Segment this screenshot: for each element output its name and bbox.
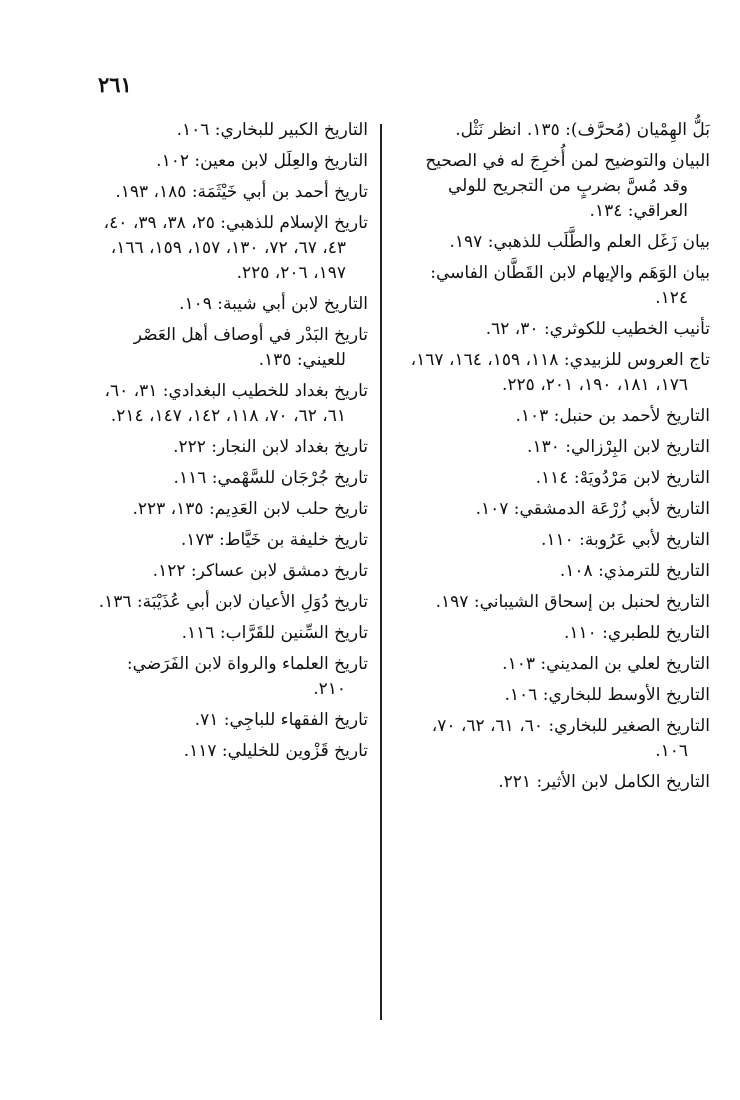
index-entry: تاريخ قَزْوين للخليلي: ١١٧. bbox=[183, 741, 368, 761]
index-entry: تاريخ العلماء والرواة لابن الفَرَضي: ٢١٠. bbox=[126, 654, 368, 699]
index-entry: التاريخ لابن أبي شيبة: ١٠٩. bbox=[179, 294, 368, 314]
index-entry: تاج العروس للزبيدي: ١١٨، ١٥٩، ١٦٤، ١٦٧، ١٧٦، ١٨١، ١٩٠، ٢٠١، ٢٢٥. bbox=[410, 350, 710, 395]
index-entry: التاريخ والعِلَل لابن معين: ١٠٢. bbox=[156, 151, 368, 171]
page-number: ٢٦١ bbox=[98, 72, 132, 97]
index-entry: التاريخ الكبير للبخاري: ١٠٦. bbox=[176, 120, 368, 140]
index-entry: التاريخ لحنبل بن إسحاق الشيباني: ١٩٧. bbox=[435, 592, 710, 612]
index-entry: التاريخ للطبري: ١١٠. bbox=[563, 623, 710, 643]
index-entry: تاريخ دمشق لابن عساكر: ١٢٢. bbox=[152, 561, 368, 581]
index-entry: التاريخ الأوسط للبخاري: ١٠٦. bbox=[504, 685, 710, 705]
index-entry: التاريخ لأحمد بن حنبل: ١٠٣. bbox=[515, 406, 710, 426]
right-column bbox=[398, 118, 710, 801]
index-entry: تاريخ جُرْجَان للسَّهْمي: ١١٦. bbox=[173, 468, 368, 488]
index-entry: بيان الوَهَم والإيهام لابن القَطَّان الفاسي: ١٢٤. bbox=[430, 263, 710, 308]
left-column bbox=[96, 118, 368, 770]
index-entry: تأنيب الخطيب للكوثري: ٣٠، ٦٢. bbox=[485, 319, 710, 339]
index-entry: بَلُّ الهِمْيان (مُحرَّف): ١٣٥. انظر نَثْل. bbox=[455, 120, 710, 140]
index-entry: التاريخ لعلي بن المديني: ١٠٣. bbox=[502, 654, 710, 674]
index-entry: تاريخ دُوَلِ الأعيان لابن أبي عُذَيْبَة: ١٣٦. bbox=[98, 592, 368, 612]
index-entry: تاريخ الفقهاء للباجِي: ٧١. bbox=[194, 710, 368, 730]
index-entry: التاريخ للترمذي: ١٠٨. bbox=[559, 561, 710, 581]
index-entry: تاريخ حلب لابن العَدِيم: ١٣٥، ٢٢٣. bbox=[132, 499, 368, 519]
index-entry: التاريخ لأبي زُرْعَة الدمشقي: ١٠٧. bbox=[475, 499, 710, 519]
index-entry: تاريخ أحمد بن أبي خَيْثَمَة: ١٨٥، ١٩٣. bbox=[115, 182, 368, 202]
column-divider bbox=[380, 124, 382, 1020]
index-entry: التاريخ لابن البِرْزالي: ١٣٠. bbox=[527, 437, 710, 457]
index-entry: التاريخ لأبي عَرُوبة: ١١٠. bbox=[540, 530, 710, 550]
index-entry: التاريخ الكامل لابن الأثير: ٢٢١. bbox=[498, 772, 710, 792]
index-entry: التاريخ لابن مَرْدُويَهْ: ١١٤. bbox=[535, 468, 710, 488]
index-entry: تاريخ خليفة بن خَيَّاط: ١٧٣. bbox=[180, 530, 368, 550]
index-entry: تاريخ السِّنين للقَرَّاب: ١١٦. bbox=[181, 623, 368, 643]
index-entry: تاريخ الإسلام للذهبي: ٢٥، ٣٨، ٣٩، ٤٠، ٤٣، ٦٧، ٧٢، ١٣٠، ١٥٧، ١٥٩، ١٦٦، ١٩٧، ٢٠٦، ٢٢٥. bbox=[103, 213, 368, 283]
index-entry: تاريخ بغداد لابن النجار: ٢٢٢. bbox=[173, 437, 368, 457]
index-entry: البيان والتوضيح لمن أُخرِجَ له في الصحيح وقد مُسَّ بضربٍ من التجريح للولي العراقي: ١٣٤. bbox=[425, 151, 710, 221]
index-entry: التاريخ الصغير للبخاري: ٦٠، ٦١، ٦٢، ٧٠، ١٠٦. bbox=[431, 716, 710, 761]
index-entry: تاريخ البَدْر في أوصاف أهل العَصْر للعيني: ١٣٥. bbox=[133, 325, 368, 370]
index-entry: بيان زَغَل العلم والطَّلَب للذهبي: ١٩٧. bbox=[449, 232, 710, 252]
index-entry: تاريخ بغداد للخطيب البغدادي: ٣١، ٦٠، ٦١، ٦٢، ٧٠، ١١٨، ١٤٢، ١٤٧، ٢١٤. bbox=[104, 381, 368, 426]
